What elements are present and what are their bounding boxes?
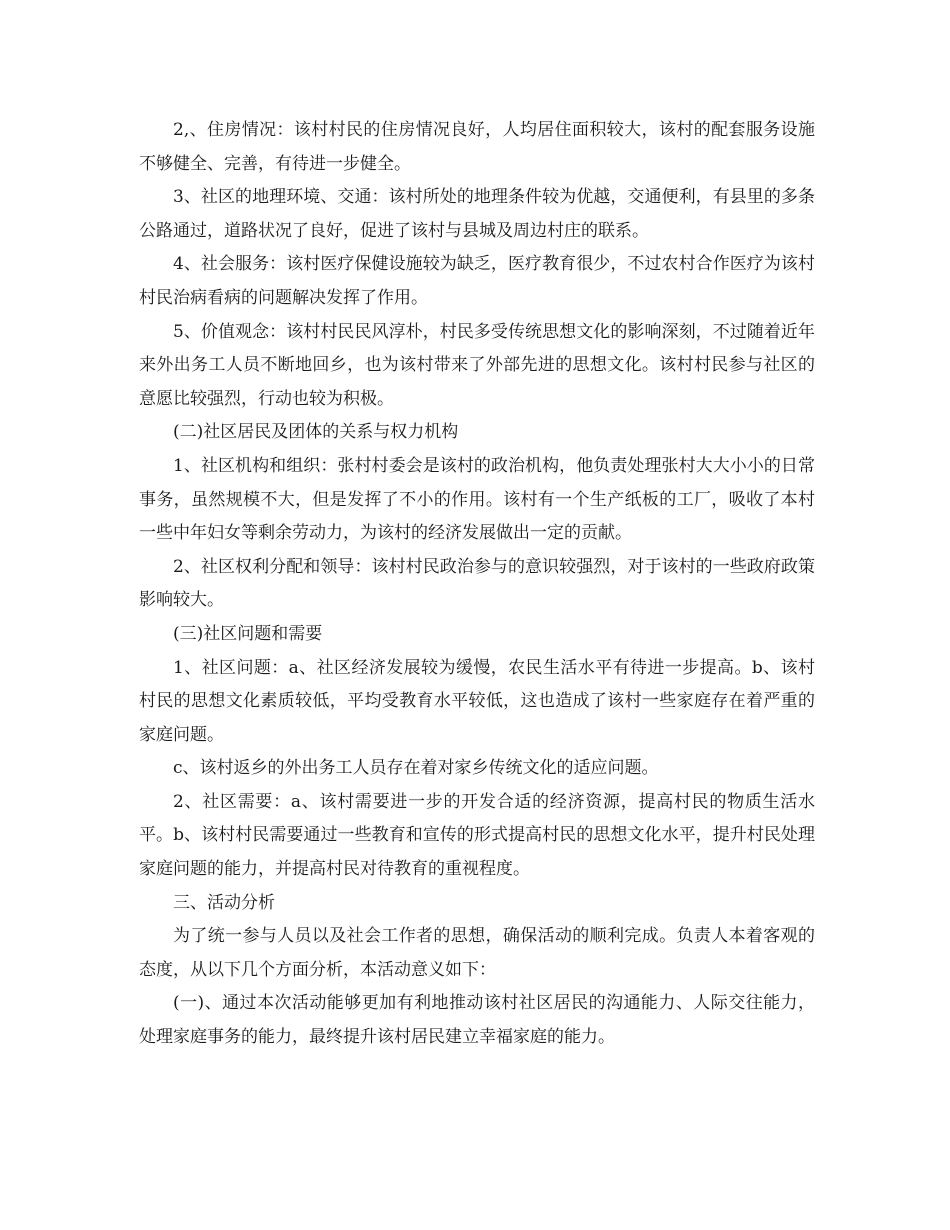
paragraph-returnees: c、该村返乡的外出务工人员存在着对家乡传统文化的适应问题。 <box>173 758 659 779</box>
paragraph-organizations: 1、社区机构和组织：张村村委会是该村的政治机构，他负责处理张村大大小小的日常事务，虽然规模不大，但是发挥了不小的作用。该村有一个生产纸板的工厂，吸收了本村一些中年妇女等剩余劳动力，为该村的经济发展做出一定的贡献。 <box>139 455 815 544</box>
paragraph-housing: 2,、住房情况：该村村民的住房情况良好，人均居住面积较大，该村的配套服务设施不够健全、完善，有待进一步健全。 <box>139 120 815 174</box>
paragraph-social-services: 4、社会服务：该村医疗保健设施较为缺乏，医疗教育很少，不过农村合作医疗为该村村民治病看病的问题解决发挥了作用。 <box>139 254 815 308</box>
document-body <box>139 114 815 1055</box>
paragraph-power-distribution: 2、社区权利分配和领导：该村村民政治参与的意识较强烈，对于该村的一些政府政策影响较大。 <box>139 556 815 611</box>
section-heading-problems: (三)社区问题和需要 <box>173 623 323 644</box>
paragraph-analysis-intro: 为了统一参与人员以及社会工作者的思想，确保活动的顺利完成。负责人本着客观的态度，从以下几个方面分析，本活动意义如下： <box>139 926 815 980</box>
section-heading-relations: (二)社区居民及团体的关系与权力机构 <box>173 422 459 443</box>
paragraph-values: 5、价值观念：该村村民民风淳朴，村民多受传统思想文化的影响深刻，不过随着近年来外出务工人员不断地回乡，也为该村带来了外部先进的思想文化。该村村民参与社区的意愿比较强烈，行动也较为积极。 <box>139 321 815 409</box>
section-heading-activity-analysis: 三、活动分析 <box>173 892 275 913</box>
paragraph-geography-transport: 3、社区的地理环境、交通：该村所处的地理条件较为优越，交通便利，有县里的多条公路通过，道路状况了良好，促进了该村与县城及周边村庄的联系。 <box>139 187 815 241</box>
paragraph-significance-1: (一)、通过本次活动能够更加有利地推动该村社区居民的沟通能力、人际交往能力，处理家庭事务的能力，最终提升该村居民建立幸福家庭的能力。 <box>139 993 815 1048</box>
paragraph-community-problems: 1、社区问题：a、社区经济发展较为缓慢，农民生活水平有待进一步提高。b、该村村民的思想文化素质较低，平均受教育水平较低，这也造成了该村一些家庭存在着严重的家庭问题。 <box>139 657 815 745</box>
paragraph-community-needs: 2、社区需要：a、该村需要进一步的开发合适的经济资源，提高村民的物质生活水平。b、该村村民需要通过一些教育和宣传的形式提高村民的思想文化水平，提升村民处理家庭问题的能力，并提高村民对待教育的重视程度。 <box>139 791 815 880</box>
